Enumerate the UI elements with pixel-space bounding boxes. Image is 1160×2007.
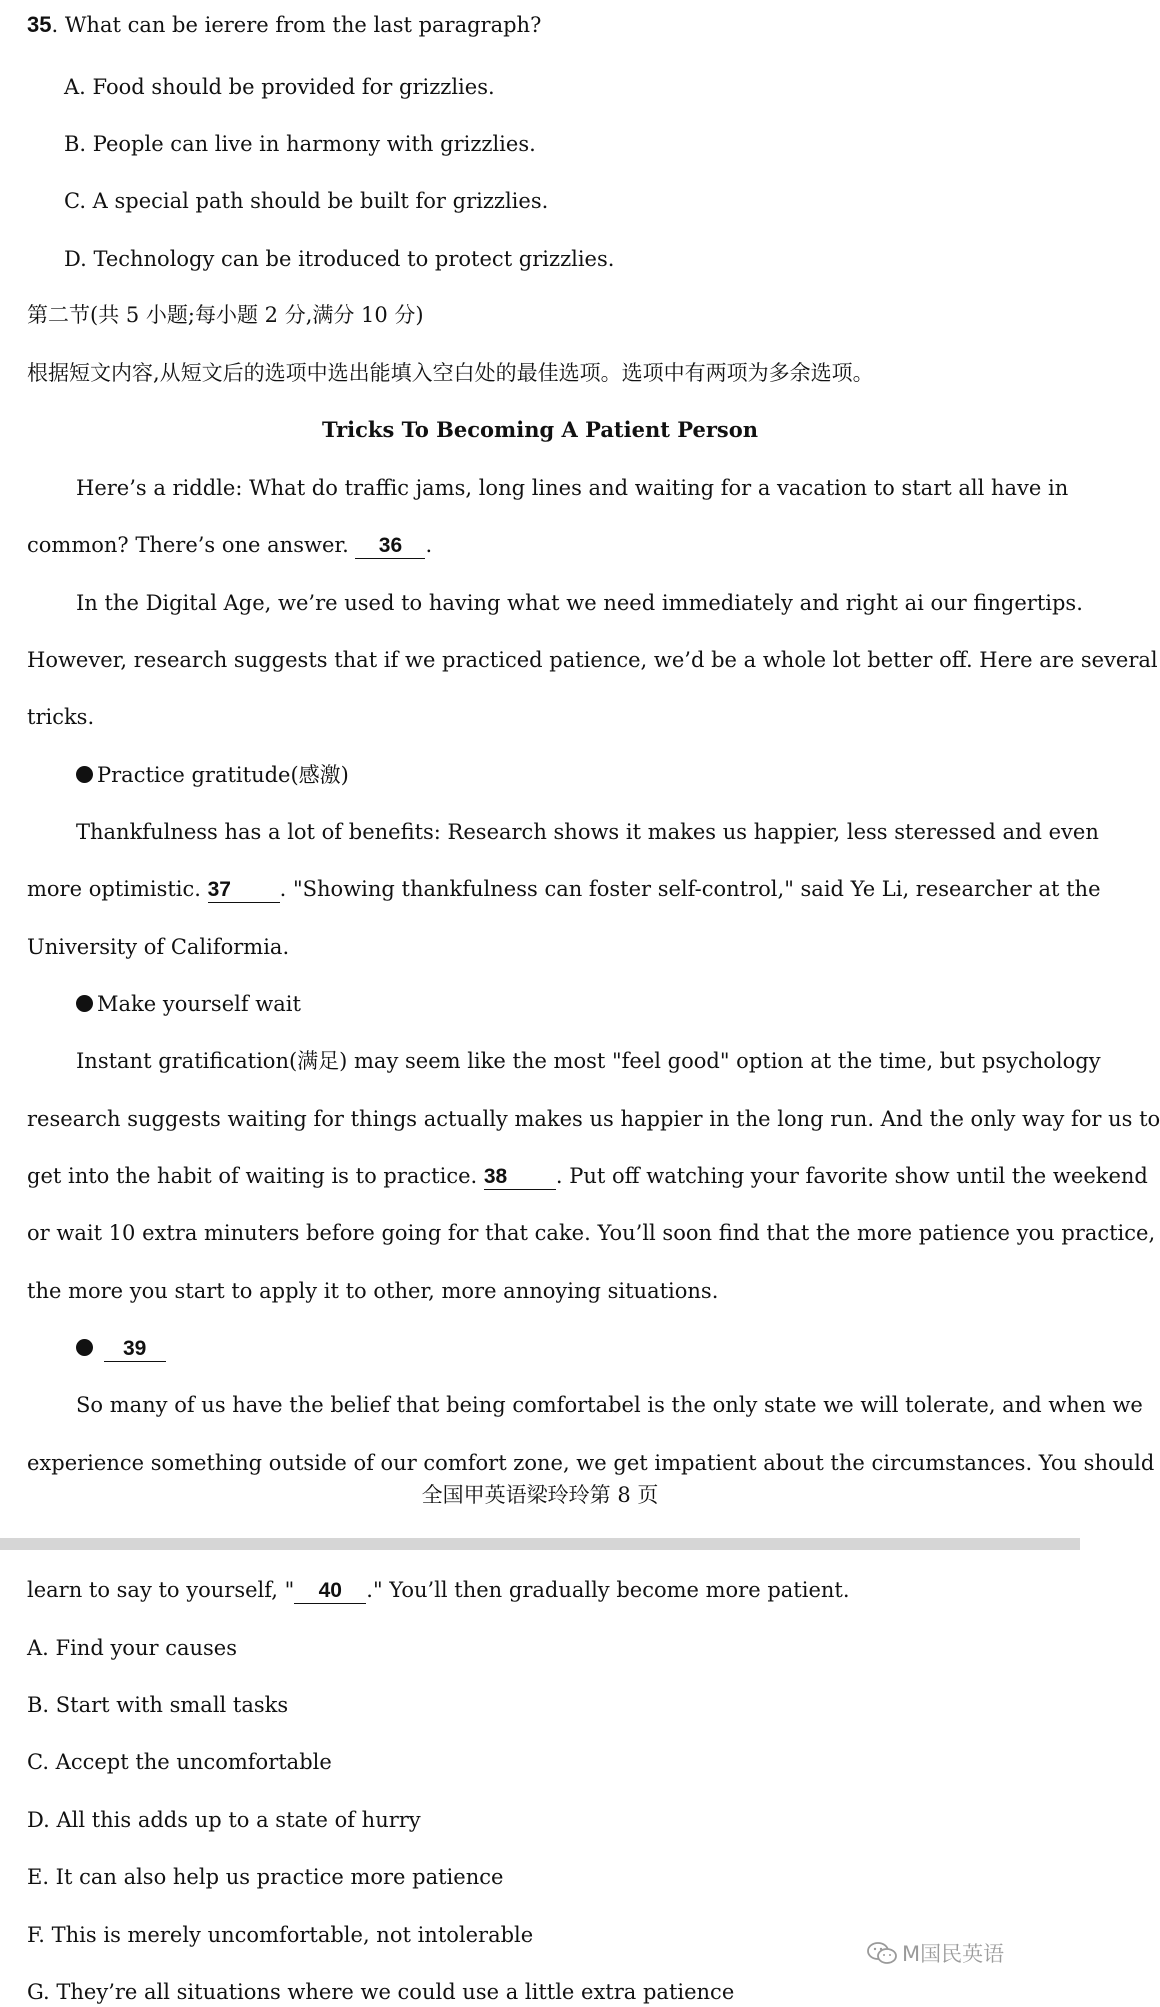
- text-segment: learn to say to yourself, ": [27, 1578, 295, 1602]
- paragraph-line: tricks.: [27, 705, 95, 729]
- question-35-stem: [27, 10, 1053, 40]
- paragraph-line: [27, 530, 1053, 560]
- option-b: B. Start with small tasks: [27, 1693, 289, 1717]
- subheading-text: Make yourself wait: [97, 992, 301, 1016]
- question-text: . What can be ierere from the last paragraph?: [51, 13, 542, 37]
- paragraph-line: University of Califormia.: [27, 935, 290, 959]
- text-segment: ." You’ll then gradually become more patient.: [366, 1578, 850, 1602]
- paragraph-line: However, research suggests that if we practiced patience, we’d be a whole lot better off. Here are several: [27, 648, 1158, 672]
- section-heading: 第二节(共 5 小题;每小题 2 分,满分 10 分): [27, 303, 424, 327]
- text-segment: common? There’s one answer.: [27, 533, 349, 557]
- paragraph-line: Thankfulness has a lot of benefits: Research shows it makes us happier, less steressed and even: [76, 820, 1099, 844]
- bullet-icon: [76, 1339, 93, 1356]
- subheading-make-yourself-wait: [76, 989, 1053, 1019]
- watermark-text: M国民英语: [902, 1942, 1005, 1966]
- option-d: D. All this adds up to a state of hurry: [27, 1808, 421, 1832]
- option-c: C. Accept the uncomfortable: [27, 1750, 332, 1774]
- watermark: [866, 1938, 1004, 1968]
- question-number: 35: [27, 12, 52, 37]
- option-a: A. Food should be provided for grizzlies.: [64, 75, 495, 99]
- bullet-icon: [76, 766, 93, 783]
- paragraph-line: [27, 874, 1101, 904]
- passage-title: Tricks To Becoming A Patient Person: [321, 417, 759, 442]
- section-instruction: 根据短文内容,从短文后的选项中选出能填入空白处的最佳选项。选项中有两项为多余选项。: [27, 361, 874, 385]
- option-e: E. It can also help us practice more patience: [27, 1865, 504, 1889]
- bullet-icon: [76, 995, 93, 1012]
- option-d: D. Technology can be itroduced to protect grizzlies.: [64, 247, 615, 271]
- subheading-39: [76, 1333, 1053, 1363]
- text-segment: . Put off watching your favorite show until the weekend: [555, 1164, 1148, 1188]
- blank-36: 36: [355, 534, 425, 559]
- blank-40: 40: [294, 1579, 366, 1604]
- option-g: G. They’re all situations where we could use a little extra patience: [27, 1980, 735, 2004]
- paragraph-line: the more you start to apply it to other, more annoying situations.: [27, 1279, 719, 1303]
- paragraph-line: In the Digital Age, we’re used to having what we need immediately and right ai our fingertips.: [76, 591, 1083, 615]
- text-segment: .: [425, 533, 433, 557]
- page-separator: [0, 1538, 1080, 1550]
- option-a: A. Find your causes: [27, 1636, 237, 1660]
- text-segment: get into the habit of waiting is to practice.: [27, 1164, 478, 1188]
- blank-38: 38: [484, 1165, 556, 1190]
- paragraph-line: So many of us have the belief that being comfortabel is the only state we will tolerate, and when we: [76, 1393, 1143, 1417]
- blank-37: 37: [208, 878, 280, 903]
- paragraph-line: or wait 10 extra minuters before going for that cake. You’ll soon find that the more patience you practice,: [27, 1221, 1156, 1245]
- paragraph-line: experience something outside of our comfort zone, we get impatient about the circumstances. You should: [27, 1451, 1155, 1475]
- option-c: C. A special path should be built for grizzlies.: [64, 189, 549, 213]
- paragraph-line: research suggests waiting for things actually makes us happier in the long run. And the only way for us to: [27, 1107, 1160, 1131]
- option-f: F. This is merely uncomfortable, not intolerable: [27, 1923, 534, 1947]
- text-segment: more optimistic.: [27, 877, 201, 901]
- subheading-practice-gratitude: [76, 760, 1053, 790]
- subheading-text: Practice gratitude(感激): [97, 763, 349, 787]
- wechat-icon: [866, 1940, 898, 1966]
- paragraph-line: Here’s a riddle: What do traffic jams, long lines and waiting for a vacation to start all have in: [76, 476, 1069, 500]
- paragraph-line: [27, 1575, 1053, 1605]
- blank-39: 39: [104, 1337, 166, 1362]
- paragraph-line: Instant gratification(满足) may seem like the most "feel good" option at the time, but psychology: [76, 1049, 1101, 1073]
- option-b: B. People can live in harmony with grizzlies.: [64, 132, 536, 156]
- paragraph-line: [27, 1161, 1148, 1191]
- page-footer: 全国甲英语梁玲玲第 8 页: [421, 1483, 659, 1507]
- text-segment: . "Showing thankfulness can foster self-control," said Ye Li, researcher at the: [279, 877, 1101, 901]
